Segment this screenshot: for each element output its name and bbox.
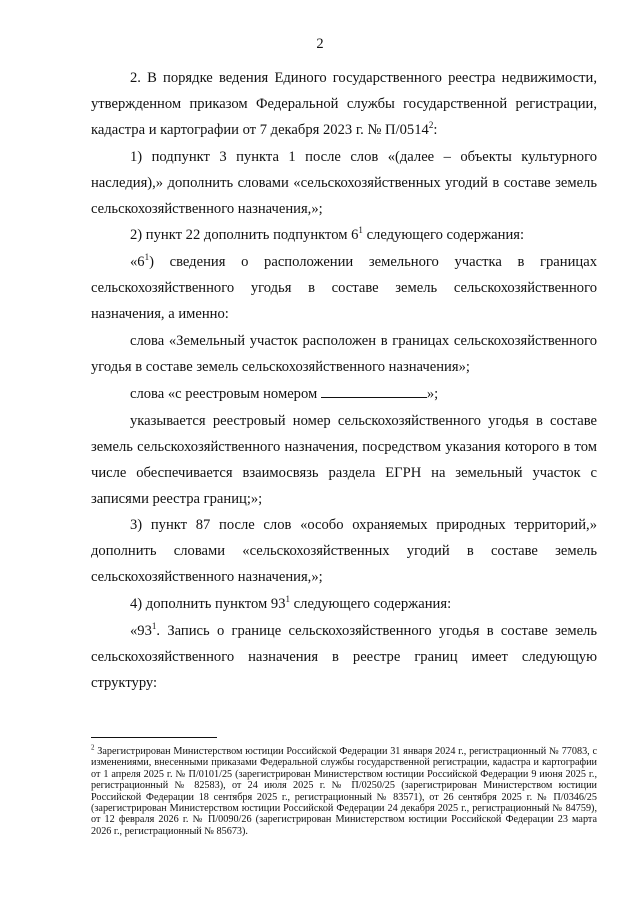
document-body — [91, 66, 597, 697]
paragraph-2-text: 2. В порядке ведения Единого государственного реестра недвижимости, утвержденном приказом Федеральной службы государственной регистрации, кадастра и картографии от 7 декабря 2023 г. № П/0514 — [91, 70, 597, 138]
words-2-before: слова «с реестровым номером — [130, 385, 321, 402]
footnote-mark: 2 — [91, 743, 95, 752]
quote-93-1 — [91, 619, 597, 697]
quote-6-1-sup: 1 — [144, 252, 150, 263]
item-2-before: 2) пункт 22 дополнить подпунктом 6 — [130, 227, 359, 244]
item-2-sup: 1 — [358, 225, 363, 236]
page-number: 2 — [316, 36, 324, 52]
footnote — [91, 743, 597, 837]
words-2-after: »; — [426, 385, 439, 402]
footnote-ref: 2 — [428, 119, 434, 130]
paragraph-2-tail: : — [433, 121, 438, 138]
footnote-text: Зарегистрирован Министерством юстиции Российской Федерации 31 января 2024 г., регистрационный № 77083, с изменениями, внесенными приказами Федеральной службы государственной регистрации, кадастра и картографии от 1 апреля 2025 г. № П/0101/25 (зарегистрирован Министерством юстиции Российской Федерации 9 июня 2025 г., регистрационный № 82583), от 24 июля 2025 г. № П/0250/25 (зарегистрирован Министерством юстиции Российской Федерации 18 сентября 2025 г., регистрационный № 83571), от 26 сентября 2025 г. № П/0346/25 (зарегистрирован Министерством юстиции Российской Федерации 24 декабря 2025 г., регистрационный № 84759), от 12 февраля 2026 г. № П/0090/26 (зарегистрирован Министерством юстиции Российской Федерации 23 марта 2026 г., регистрационный № 85673). — [91, 746, 597, 837]
quote-6-1-text: ) сведения о расположении земельного участка в границах сельскохозяйственного угодья в составе земель сельскохозяйственного назначения, а именно: — [91, 254, 597, 323]
item-4-before: 4) дополнить пунктом 93 — [130, 596, 286, 613]
footnote-separator — [91, 737, 217, 738]
words-paragraph-2 — [91, 382, 597, 408]
item-4-sup: 1 — [285, 594, 291, 605]
item-4-after: следующего содержания: — [290, 596, 452, 613]
item-4 — [91, 592, 597, 618]
footnote-content — [91, 743, 597, 837]
paragraph-2 — [91, 66, 597, 144]
quote-93-1-open: «93 — [130, 623, 152, 640]
indicate-paragraph: указывается реестровый номер сельскохозяйственного угодья в составе земель сельскохозяйственного назначения, посредством указания которого в том числе обеспечивается взаимосвязь раздела ЕГРН на земельный участок с записями реестра границ;»; — [91, 412, 597, 507]
item-2 — [91, 223, 597, 249]
item-3: 3) пункт 87 после слов «особо охраняемых природных территорий,» дополнить словами «сельскохозяйственных угодий в составе земель сельскохозяйственного назначения,»; — [91, 517, 597, 586]
blank-line — [321, 383, 427, 398]
quote-93-1-sup: 1 — [151, 621, 157, 632]
quote-6-1 — [91, 250, 597, 328]
item-2-after: следующего содержания: — [362, 227, 525, 244]
words-paragraph-1: слова «Земельный участок расположен в границах сельскохозяйственного угодья в составе земель сельскохозяйственного назначения»; — [91, 333, 597, 375]
quote-6-1-open: «6 — [130, 254, 145, 271]
quote-93-1-text: . Запись о границе сельскохозяйственного угодья в составе земель сельскохозяйственного назначения в реестре границ имеет следующую структуру: — [91, 623, 597, 691]
item-1: 1) подпункт 3 пункта 1 после слов «(далее – объекты культурного наследия),» дополнить словами «сельскохозяйственных угодий в составе земель сельскохозяйственного назначения,»; — [91, 148, 597, 217]
